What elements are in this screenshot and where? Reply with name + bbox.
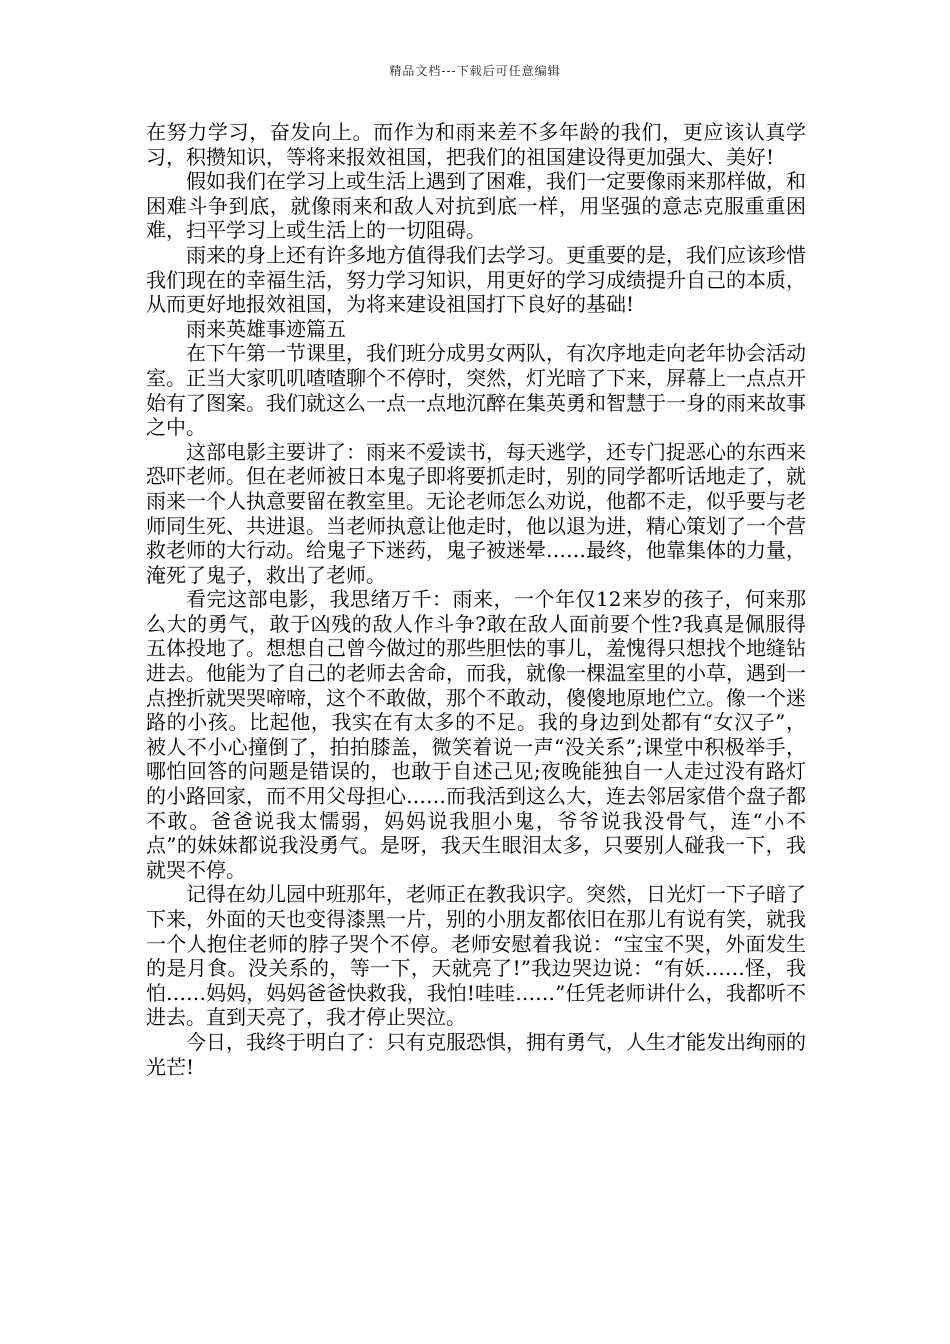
paragraph: 雨来的身上还有许多地方值得我们去学习。更重要的是，我们应该珍惜我们现在的幸福生活，努力学习知识，用更好的学习成绩提升自己的本质，从而更好地报效祖国，为将来建设祖国打下良好的基础! — [146, 242, 806, 317]
paragraph: 看完这部电影，我思绪万千：雨来，一个年仅12来岁的孩子，何来那么大的勇气，敢于凶残的敌人作斗争?敢在敌人面前要个性?我真是佩服得五体投地了。想想自己曾今做过的那些胆怯的事儿，羞愧得只想找个地缝钻进去。他能为了自己的老师去舍命，而我，就像一棵温室里的小草，遇到一点挫折就哭哭啼啼，这个不敢做，那个不敢动，傻傻地原地伫立。像一个迷路的小孩。比起他，我实在有太多的不足。我的身边到处都有“女汉子”，被人不小心撞倒了，拍拍膝盖，微笑着说一声“没关系”;课堂中积极举手，哪怕回答的问题是错误的，也敢于自述己见;夜晚能独自一人走过没有路灯的小路回家，而不用父母担心……而我活到这么大，连去邻居家借个盘子都不敢。爸爸说我太懦弱，妈妈说我胆小鬼，爷爷说我没骨气，连“小不点”的妹妹都说我没勇气。是呀，我天生眼泪太多，只要别人碰我一下，我就哭不停。 — [146, 587, 806, 882]
paragraph: 在下午第一节课里，我们班分成男女两队，有次序地走向老年协会活动室。正当大家叽叽喳喳聊个不停时，突然，灯光暗了下来，屏幕上一点点开始有了图案。我们就这么一点一点地沉醉在集英勇和智慧于一身的雨来故事之中。 — [146, 341, 806, 440]
paragraph: 今日，我终于明白了：只有克服恐惧，拥有勇气，人生才能发出绚丽的光芒! — [146, 1029, 806, 1079]
paragraph: 记得在幼儿园中班那年，老师正在教我识字。突然，日光灯一下子暗了下来，外面的天也变得漆黑一片，别的小朋友都依旧在那儿有说有笑，就我一个人抱住老师的脖子哭个不停。老师安慰着我说：“宝宝不哭，外面发生的是月食。没关系的，等一下，天就亮了!”我边哭边说：“有妖……怪，我怕……妈妈，妈妈爸爸快救我，我怕!哇哇……”任凭老师讲什么，我都听不进去。直到天亮了，我才停止哭泣。 — [146, 882, 806, 1030]
page-header: 精品文档---下载后可任意编辑 — [389, 64, 561, 78]
section-heading: 雨来英雄事迹篇五 — [186, 316, 346, 341]
paragraph: 假如我们在学习上或生活上遇到了困难，我们一定要像雨来那样做，和困难斗争到底，就像雨来和敌人对抗到底一样，用坚强的意志克服重重困难，扫平学习上或生活上的一切阻碍。 — [146, 169, 806, 243]
paragraph: 这部电影主要讲了：雨来不爱读书，每天逃学，还专门捉恶心的东西来恐吓老师。但在老师被日本鬼子即将要抓走时，别的同学都听话地走了，就雨来一个人执意要留在教室里。无论老师怎么劝说，他都不走，似乎要与老师同生死、共进退。当老师执意让他走时，他以退为进，精心策划了一个营救老师的大行动。给鬼子下迷药，鬼子被迷晕……最终，他靠集体的力量，淹死了鬼子，救出了老师。 — [146, 439, 806, 587]
paragraph: 在努力学习，奋发向上。而作为和雨来差不多年龄的我们，更应该认真学习，积攒知识，等将来报效祖国，把我们的祖国建设得更加强大、美好! — [146, 120, 806, 169]
document-body — [146, 120, 806, 1079]
